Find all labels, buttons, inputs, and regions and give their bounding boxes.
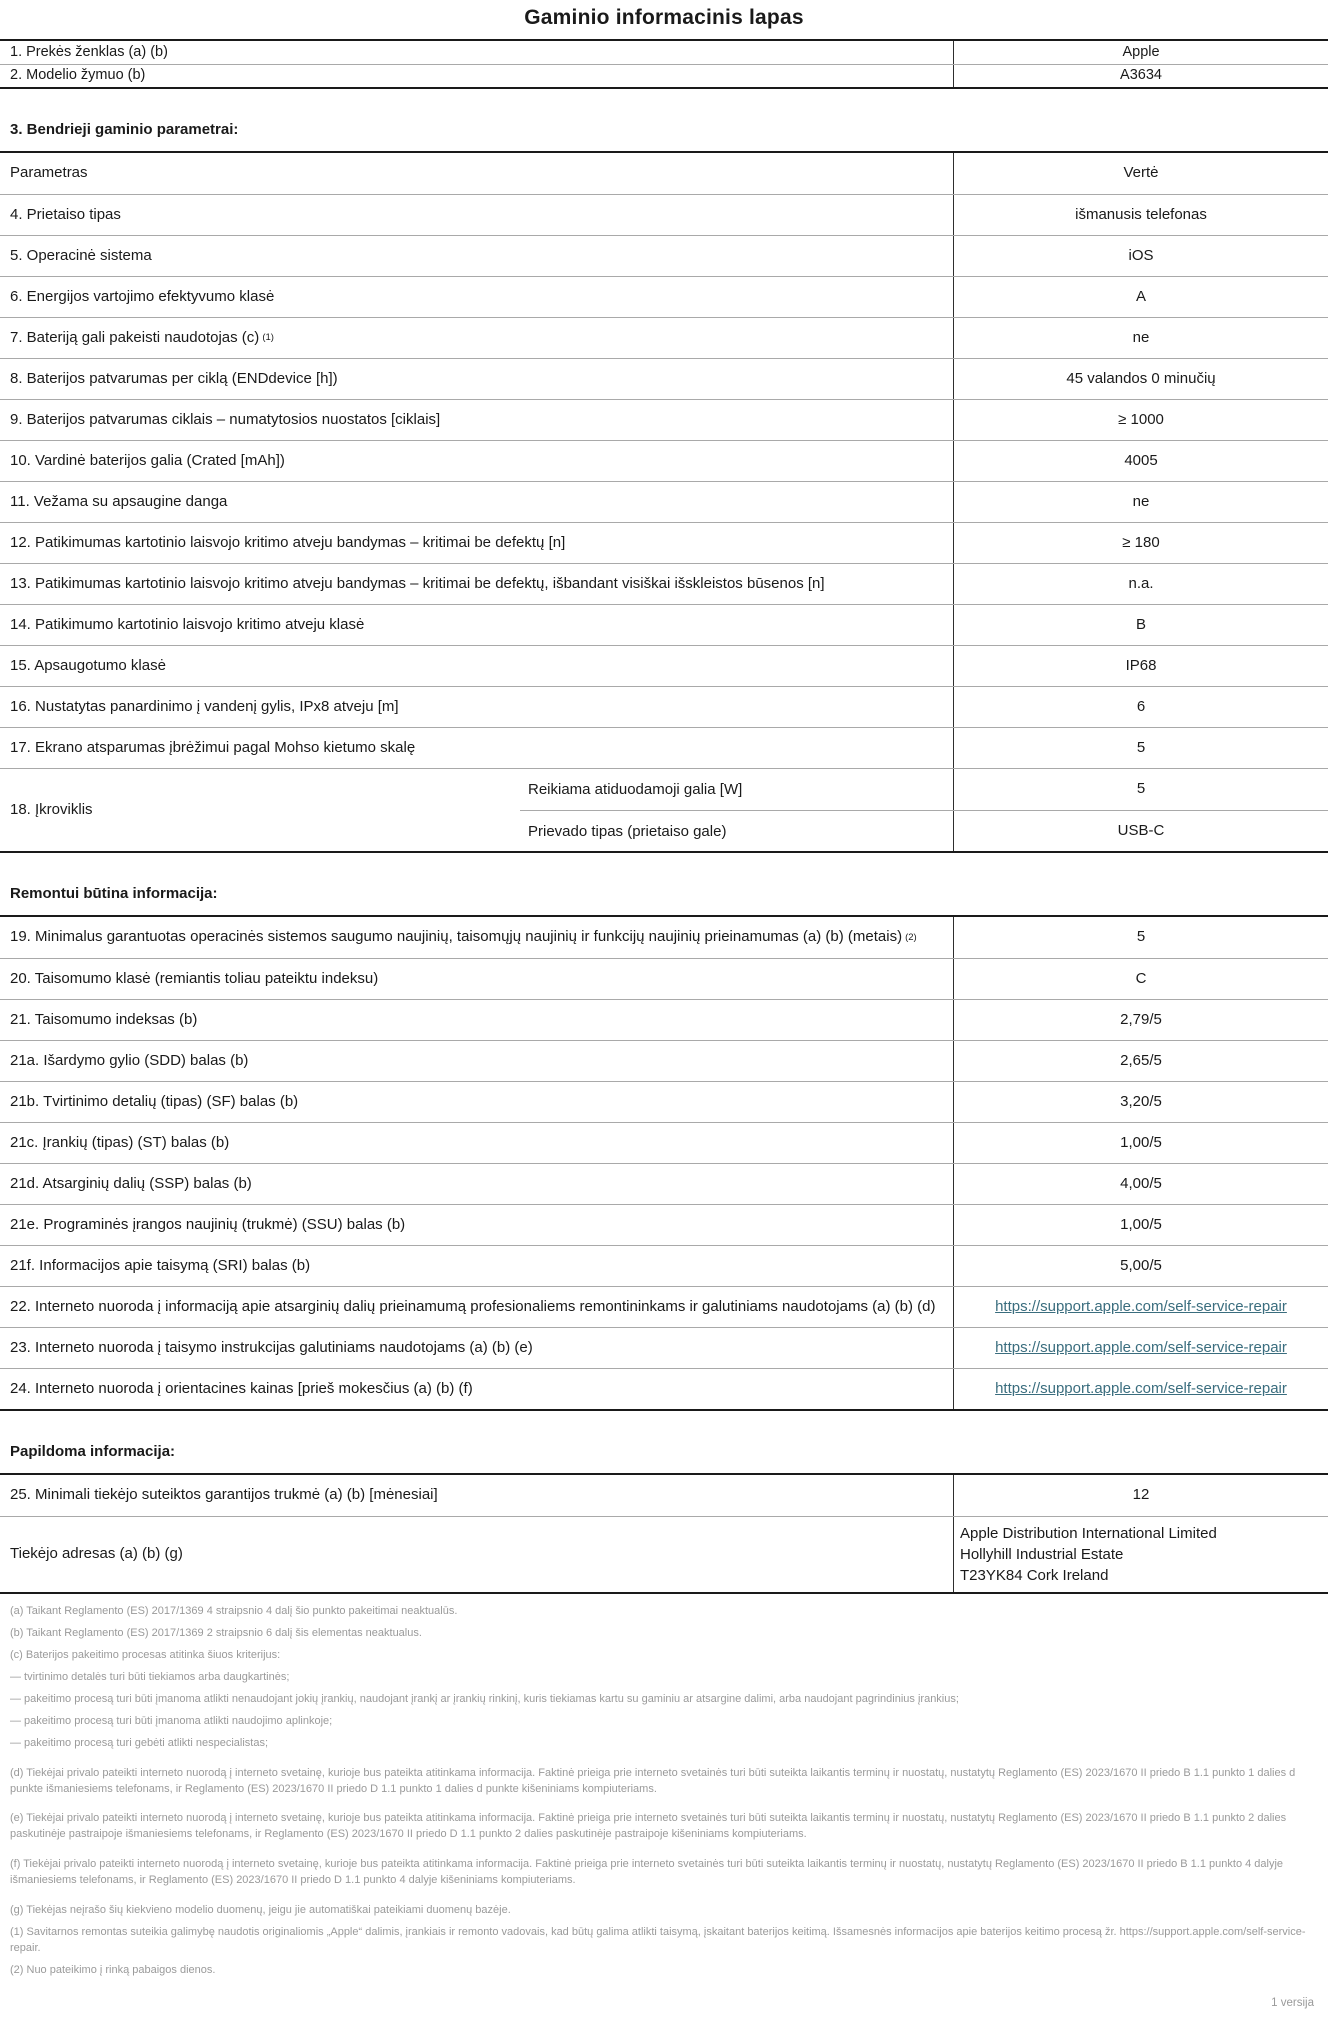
section-table [0, 1473, 1328, 1594]
table-row [0, 440, 1328, 481]
address-line: T23YK84 Cork Ireland [960, 1567, 1109, 1584]
section-heading: 3. Bendrieji gaminio parametrai: [10, 121, 239, 138]
row-value: 5 [953, 728, 1328, 768]
row-value [953, 1328, 1328, 1368]
table-row [0, 917, 1328, 958]
section-table [0, 915, 1328, 1411]
row-value: ≥ 1000 [953, 400, 1328, 440]
row-label: 16. Nustatytas panardinimo į vandenį gylis, IPx8 atveju [m] [10, 697, 399, 715]
row-value: iOS [953, 236, 1328, 276]
row-value: USB-C [953, 811, 1328, 851]
row-value: IP68 [953, 646, 1328, 686]
row-label: 4. Prietaiso tipas [10, 205, 121, 223]
row-label: 11. Vežama su apsaugine danga [10, 492, 228, 510]
row-label: 23. Interneto nuoroda į taisymo instrukcijas galutiniams naudotojams (a) (b) (e) [10, 1338, 533, 1356]
table-row [0, 1368, 1328, 1409]
row-value: 2,65/5 [953, 1041, 1328, 1081]
row-label: 12. Patikimumas kartotinio laisvojo kritimo atveju bandymas – kritimai be defektų [n] [10, 533, 566, 551]
table-row [0, 727, 1328, 768]
footnote: (c) Baterijos pakeitimo procesas atitinka šiuos kriterijus: [10, 1648, 281, 1661]
row-value: ne [953, 318, 1328, 358]
row-label: 21d. Atsarginių dalių (SSP) balas (b) [10, 1174, 252, 1192]
row-label: 5. Operacinė sistema [10, 246, 152, 264]
row-value: išmanusis telefonas [953, 195, 1328, 235]
table-row [0, 41, 1328, 64]
row-label: 21c. Įrankių (tipas) (ST) balas (b) [10, 1133, 230, 1151]
table-row [0, 64, 1328, 87]
row-label: 13. Patikimumas kartotinio laisvojo kritimo atveju bandymas – kritimai be defektų, išbandant visiškai išskleistos būsenos [n] [10, 574, 825, 592]
table-row [0, 1040, 1328, 1081]
table-row [0, 1081, 1328, 1122]
table-row [0, 958, 1328, 999]
row-label: 7. Bateriją gali pakeisti naudotojas (c) (1) [10, 328, 274, 346]
address-line: Hollyhill Industrial Estate [960, 1546, 1124, 1563]
sections-container [0, 121, 1328, 1594]
row-label: 22. Interneto nuoroda į informaciją apie atsarginių dalių prieinamumą profesionaliems remontininkams ir galutiniams naudotojams (a) (b) (d) [10, 1297, 936, 1315]
table-row [0, 604, 1328, 645]
row-value: 6 [953, 687, 1328, 727]
table-subrow [520, 769, 1328, 810]
table-row [0, 235, 1328, 276]
footnotes [0, 1604, 1328, 1979]
row-value: 12 [953, 1475, 1328, 1516]
row-value: 3,20/5 [953, 1082, 1328, 1122]
row-value: ≥ 180 [953, 523, 1328, 563]
table-row [0, 768, 1328, 851]
table-row [0, 1245, 1328, 1286]
table-row [0, 1475, 1328, 1516]
table-row [0, 358, 1328, 399]
row-label: Parametras [10, 164, 88, 182]
row-label: 10. Vardinė baterijos galia (Crated [mAh]) [10, 451, 285, 469]
row-value: C [953, 959, 1328, 999]
table-row [0, 1327, 1328, 1368]
table-subrow [520, 810, 1328, 851]
row-label: 1. Prekės ženklas (a) (b) [10, 43, 168, 60]
footnote: — pakeitimo procesą turi gebėti atlikti nespecialistas; [10, 1736, 269, 1749]
row-value: n.a. [953, 564, 1328, 604]
table-row [0, 276, 1328, 317]
footnote: (e) Tiekėjai privalo pateikti interneto nuorodą į interneto svetainę, kurioje bus pateikta atitinkama informacija. Faktinė prieiga prie interneto svetainės turi būti suteikta laikantis terminų ir nuostatų, nustatytų Reglamento (ES) 2023/1670 II priedo B 1.1 punkto 2 dalies paskutinėje pastraipoje išmaniesiems telefonams, ir Reglamento (ES) 2023/1670 II priedo D 1.1 punkto 2 dalies paskutinėje pastraipoje kišeniniams kompiuteriams. [10, 1812, 1287, 1841]
footnote: (2) Nuo pateikimo į rinką pabaigos dienos. [10, 1964, 216, 1976]
table-row [0, 194, 1328, 235]
support-link[interactable]: https://support.apple.com/self-service-repair [995, 1338, 1287, 1356]
footnote: (1) Savitarnos remontas suteikia galimybę naudotis originaliomis „Apple“ dalimis, įrankiais ir remonto vadovais, kad būtų galima atlikti taisymą, įskaitant baterijos keitimą. Išsamesnės informacijos apie baterijos keitimo procesą žr. https://support.apple.com/self-service-repair. [10, 1926, 1306, 1955]
row-label: 21f. Informacijos apie taisymą (SRI) balas (b) [10, 1256, 311, 1274]
table-row [0, 522, 1328, 563]
row-label: 19. Minimalus garantuotas operacinės sistemos saugumo naujinių, taisomųjų naujinių ir funkcijų naujinių prieinamumas (a) (b) (metais) (2) [10, 928, 917, 946]
row-value: Apple [953, 41, 1328, 64]
section-table [0, 151, 1328, 853]
row-label: 24. Interneto nuoroda į orientacines kainas [prieš mokesčius (a) (b) (f) [10, 1379, 473, 1397]
identification-table [0, 39, 1328, 89]
subrow-label: Reikiama atiduodamoji galia [W] [528, 781, 743, 798]
address-line: Apple Distribution International Limited [960, 1525, 1217, 1542]
footnote: — pakeitimo procesą turi būti įmanoma atlikti nenaudojant jokių įrankių, naudojant įrankį ar įrankių rinkinį, kuris tiekiamas kartu su gaminiu ar atsargine dalimi, arba naudojant pagrindinius įrankius; [10, 1692, 959, 1705]
row-label: 17. Ekrano atsparumas įbrėžimui pagal Mohso kietumo skalę [10, 738, 416, 756]
table-row [0, 399, 1328, 440]
row-value: A3634 [953, 65, 1328, 87]
version-label: 1 versija [1271, 1996, 1314, 2009]
charger-subrows [520, 769, 1328, 851]
footnote: — tvirtinimo detalės turi būti tiekiamos arba daugkartinės; [10, 1670, 290, 1683]
row-label: 14. Patikimumo kartotinio laisvojo kritimo atveju klasė [10, 615, 365, 633]
table-row [0, 999, 1328, 1040]
footnote: (b) Taikant Reglamento (ES) 2017/1369 2 straipsnio 6 dalį šis elementas neaktualus. [10, 1626, 422, 1639]
row-label: 20. Taisomumo klasė (remiantis toliau pateiktu indeksu) [10, 969, 379, 987]
row-value: A [953, 277, 1328, 317]
row-label: 8. Baterijos patvarumas per ciklą (ENDdevice [h]) [10, 369, 338, 387]
row-value: 1,00/5 [953, 1205, 1328, 1245]
row-label: 25. Minimali tiekėjo suteiktos garantijos trukmė (a) (b) [mėnesiai] [10, 1486, 438, 1504]
row-value: 4005 [953, 441, 1328, 481]
row-label: 21b. Tvirtinimo detalių (tipas) (SF) balas (b) [10, 1092, 299, 1110]
row-value: 5 [953, 769, 1328, 810]
table-row [0, 317, 1328, 358]
footnote: (d) Tiekėjai privalo pateikti interneto nuorodą į interneto svetainę, kurioje bus pateikta atitinkama informacija. Faktinė prieiga prie interneto svetainės turi būti suteikta laikantis terminų ir nuostatų, nustatytų Reglamento (ES) 2023/1670 II priedo B 1.1 punkto 1 dalies d punkte išmaniesiems telefonams, ir Reglamento (ES) 2023/1670 II priedo D 1.1 punkto 1 dalies d punkte kišeniniams kompiuteriams. [10, 1766, 1296, 1795]
row-label: 6. Energijos vartojimo efektyvumo klasė [10, 287, 275, 305]
footnote: (g) Tiekėjas neįrašo šių kiekvieno modelio duomenų, jeigu jie automatiškai pateikiami duomenų bazėje. [10, 1904, 511, 1917]
row-value: 5 [953, 917, 1328, 958]
row-value: 4,00/5 [953, 1164, 1328, 1204]
table-row [0, 645, 1328, 686]
section-heading: Remontui būtina informacija: [10, 885, 218, 902]
row-value: 45 valandos 0 minučių [953, 359, 1328, 399]
row-value: 2,79/5 [953, 1000, 1328, 1040]
table-row [0, 1122, 1328, 1163]
row-label: 15. Apsaugotumo klasė [10, 656, 166, 674]
footnote: (f) Tiekėjai privalo pateikti interneto nuorodą į interneto svetainę, kurioje bus pateikta atitinkama informacija. Faktinė prieiga prie interneto svetainės turi būti suteikta laikantis terminų ir nuostatų, nustatytų Reglamento (ES) 2023/1670 II priedo B 1.1 punkto 4 dalyje išmaniesiems telefonams, ir Reglamento (ES) 2023/1670 II priedo D 1.1 punkto 4 dalyje kišeniniams kompiuteriams. [10, 1858, 1284, 1887]
table-row [0, 1516, 1328, 1592]
row-label: Tiekėjo adresas (a) (b) (g) [10, 1545, 183, 1563]
page-title: Gaminio informacinis lapas [524, 6, 804, 29]
row-value [953, 1287, 1328, 1327]
row-value: B [953, 605, 1328, 645]
row-label: 21a. Išardymo gylio (SDD) balas (b) [10, 1051, 249, 1069]
row-label: 2. Modelio žymuo (b) [10, 67, 146, 84]
row-label: 21e. Programinės įrangos naujinių (trukmė) (SSU) balas (b) [10, 1215, 406, 1233]
row-value: ne [953, 482, 1328, 522]
section-heading: Papildoma informacija: [10, 1443, 176, 1460]
row-value [953, 1517, 1328, 1592]
table-row [0, 1163, 1328, 1204]
footnote: — pakeitimo procesą turi būti įmanoma atlikti naudojimo aplinkoje; [10, 1714, 333, 1727]
footnote: (a) Taikant Reglamento (ES) 2017/1369 4 straipsnio 4 dalį šio punkto pakeitimai neaktualūs. [10, 1605, 458, 1617]
row-label: 21. Taisomumo indeksas (b) [10, 1010, 198, 1028]
support-link[interactable]: https://support.apple.com/self-service-repair [995, 1379, 1287, 1397]
table-row [0, 481, 1328, 522]
table-row [0, 686, 1328, 727]
row-value: Vertė [953, 153, 1328, 194]
table-row [0, 1204, 1328, 1245]
subrow-label: Prievado tipas (prietaiso gale) [528, 822, 727, 840]
table-header-row [0, 153, 1328, 194]
row-value: 5,00/5 [953, 1246, 1328, 1286]
row-value: 1,00/5 [953, 1123, 1328, 1163]
table-row [0, 563, 1328, 604]
row-value [953, 1369, 1328, 1409]
row-label: 18. Įkroviklis [10, 800, 93, 818]
row-label: 9. Baterijos patvarumas ciklais – numatytosios nuostatos [ciklais] [10, 410, 441, 428]
support-link[interactable]: https://support.apple.com/self-service-repair [995, 1297, 1287, 1315]
table-row [0, 1286, 1328, 1327]
